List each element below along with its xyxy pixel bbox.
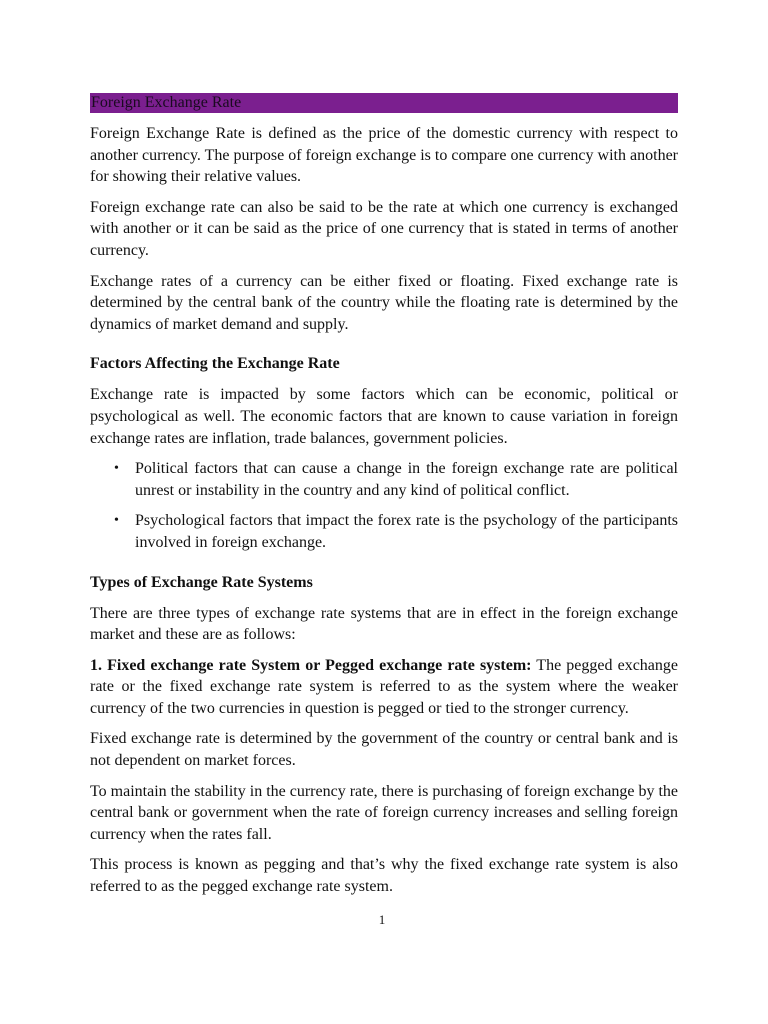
types-paragraph-4: This process is known as pegging and that’s why the fixed exchange rate system is also referred to as the pegged exchange rate system.	[90, 856, 678, 896]
types-paragraph-3: To maintain the stability in the currency rate, there is purchasing of foreign exchange by the central bank or government when the rate of foreign currency increases and selling foreign currency when the rates fall.	[90, 782, 679, 843]
fixed-system-text: The pegged exchange rate or the fixed exchange rate system is referred to as the system where the weaker currency of the two currencies in question is pegged or tied to the stronger currency.	[90, 656, 678, 717]
page-number	[0, 912, 768, 928]
list-item-text: Psychological factors that impact the forex rate is the psychology of the participants involved in foreign exchange.	[135, 512, 678, 551]
document-title: Foreign Exchange Rate	[90, 93, 678, 113]
intro-paragraph-3: Exchange rates of a currency can be either fixed or floating. Fixed exchange rate is determined by the central bank of the country while the floating rate is determined by the dynamics of market demand and supply.	[90, 272, 678, 333]
fixed-system-lead: 1. Fixed exchange rate System or Pegged exchange rate system:	[90, 656, 532, 674]
types-heading: Types of Exchange Rate Systems	[90, 573, 313, 591]
intro-paragraph-2: Foreign exchange rate can also be said to be the rate at which one currency is exchanged with another or it can be said as the price of one currency that is stated in terms of another currency.	[90, 198, 678, 259]
types-paragraph: There are three types of exchange rate systems that are in effect in the foreign exchange market and these are as follows:	[90, 604, 678, 644]
factors-list	[90, 458, 678, 553]
list-item	[90, 458, 678, 501]
intro-paragraph-1: Foreign Exchange Rate is defined as the price of the domestic currency with respect to another currency. The purpose of foreign exchange is to compare one currency with another for showing their relative values.	[90, 125, 678, 186]
factors-paragraph: Exchange rate is impacted by some factors which can be economic, political or psychological as well. The economic factors that are known to cause variation in foreign exchange rates are inflation, trade balances, government policies.	[90, 386, 678, 447]
list-item-text: Political factors that can cause a change in the foreign exchange rate are political unrest or instability in the country and any kind of political conflict.	[135, 460, 678, 499]
page-number-text: 1	[378, 912, 386, 927]
list-item	[90, 510, 678, 553]
types-paragraph-2: Fixed exchange rate is determined by the government of the country or central bank and is not dependent on market forces.	[90, 730, 678, 770]
bullet-icon: •	[114, 513, 119, 529]
document-page	[90, 93, 678, 907]
factors-heading: Factors Affecting the Exchange Rate	[90, 355, 340, 373]
fixed-system-paragraph	[90, 655, 678, 720]
bullet-icon: •	[114, 461, 119, 477]
